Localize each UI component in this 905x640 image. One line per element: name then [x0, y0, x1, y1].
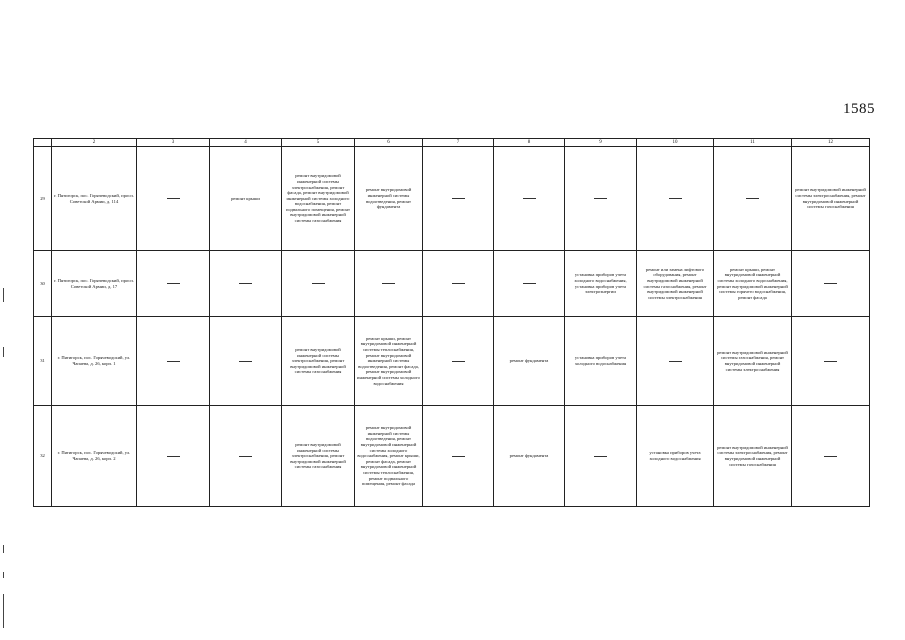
work-type-cell: ремонт внутридомовой инженерной системы электроснабжения, ремонт внутридомовой инженерной системы газоснабжения [792, 147, 870, 251]
dash-mark [452, 198, 465, 199]
table-row [34, 147, 870, 251]
binding-mark [3, 572, 4, 578]
dash-mark [523, 198, 536, 199]
work-type-cell: ремонт крыши, ремонт внутридомовой инженерной системы холодного водоснабжения, ремонт внутридомовой инженерной системы горячего водоснабжения, ремонт фасада [714, 251, 792, 317]
work-type-cell: ремонт внутридомовой инженерной системы электроснабжения, ремонт фасада, ремонт внутридомовой инженерной системы холодного водоснабжения, ремонт подвального помещения, ремонт внутридомовой инженерной системы газоснабжения [282, 147, 355, 251]
work-type-cell: ремонт крыши [210, 147, 282, 251]
column-number: 2 [52, 139, 137, 147]
work-type-cell: ремонт внутридомовой инженерной системы электроснабжения, ремонт внутридомовой инженерной системы газоснабжения [282, 317, 355, 406]
work-type-cell: ремонт внутридомовой инженерной системы электроснабжения, ремонт внутридомовой инженерной системы газоснабжения [282, 406, 355, 507]
row-number: 31 [34, 317, 52, 406]
work-type-cell: ремонт внутридомовой инженерной системы водоотведения, ремонт фундамента [355, 147, 423, 251]
empty-dash-cell [423, 251, 494, 317]
binding-mark [3, 288, 4, 302]
column-number: 9 [565, 139, 637, 147]
work-type-cell: ремонт внутридомовой инженерной системы водоотведения, ремонт внутридомовой инженерной системы холодного водоснабжения, ремонт крыши, ремонт фасада, ремонт внутридомовой инженерной системы теплоснабжения, ремонт подвального помещения, ремонт фасада [355, 406, 423, 507]
address-cell: г. Пятигорск, пос. Горячеводский, просп. Советской Армии, д. 114 [52, 147, 137, 251]
table-row [34, 251, 870, 317]
empty-dash-cell [637, 317, 714, 406]
row-number: 30 [34, 251, 52, 317]
dash-mark [239, 283, 252, 284]
dash-mark [239, 456, 252, 457]
column-number: 3 [137, 139, 210, 147]
dash-mark [523, 283, 536, 284]
dash-mark [452, 283, 465, 284]
dash-mark [594, 198, 607, 199]
dash-mark [594, 456, 607, 457]
row-number: 29 [34, 147, 52, 251]
empty-dash-cell [792, 406, 870, 507]
dash-mark [167, 198, 180, 199]
address-cell: г. Пятигорск, пос. Горячеводский, ул. Чапаева, д. 26, корп. 1 [52, 317, 137, 406]
empty-dash-cell [137, 147, 210, 251]
binding-mark [3, 594, 4, 628]
empty-dash-cell [792, 251, 870, 317]
empty-dash-cell [494, 147, 565, 251]
page-number: 1585 [843, 101, 875, 117]
address-cell: г. Пятигорск, пос. Горячеводский, просп. Советской Армии, д. 17 [52, 251, 137, 317]
column-number [34, 139, 52, 147]
empty-dash-cell [210, 251, 282, 317]
empty-dash-cell [792, 317, 870, 406]
column-number: 6 [355, 139, 423, 147]
column-number: 4 [210, 139, 282, 147]
work-type-cell: ремонт внутридомовой инженерной системы газоснабжения, ремонт внутридомовой инженерной системы электроснабжения [714, 317, 792, 406]
binding-mark [3, 545, 4, 553]
empty-dash-cell [282, 251, 355, 317]
empty-dash-cell [565, 147, 637, 251]
empty-dash-cell [637, 147, 714, 251]
work-type-cell: установка приборов учета холодного водоснабжения [565, 317, 637, 406]
dash-mark [167, 361, 180, 362]
column-number: 5 [282, 139, 355, 147]
work-type-cell: ремонт или замена лифтового оборудования, ремонт внутридомовой инженерной системы газоснабжения, ремонт внутридомовой инженерной системы электроснабжения [637, 251, 714, 317]
work-type-cell: ремонт фундамента [494, 317, 565, 406]
dash-mark [167, 456, 180, 457]
empty-dash-cell [423, 317, 494, 406]
binding-mark [3, 347, 4, 357]
empty-dash-cell [210, 317, 282, 406]
row-number: 32 [34, 406, 52, 507]
dash-mark [452, 456, 465, 457]
dash-mark [239, 361, 252, 362]
empty-dash-cell [423, 147, 494, 251]
work-type-cell: установка приборов учета холодного водоснабжения [637, 406, 714, 507]
empty-dash-cell [714, 147, 792, 251]
work-type-cell: ремонт фундамента [494, 406, 565, 507]
empty-dash-cell [423, 406, 494, 507]
column-number-row [34, 139, 870, 147]
column-number: 7 [423, 139, 494, 147]
address-cell: г. Пятигорск, пос. Горячеводский, ул. Чапаева, д. 26, корп. 2 [52, 406, 137, 507]
dash-mark [452, 361, 465, 362]
empty-dash-cell [565, 406, 637, 507]
work-type-cell: ремонт внутридомовой инженерной системы электроснабжения, ремонт внутридомовой инженерной системы газоснабжения [714, 406, 792, 507]
dash-mark [312, 283, 325, 284]
dash-mark [669, 198, 682, 199]
work-type-cell: установка приборов учета холодного водоснабжения, установка приборов учета электроэнергии [565, 251, 637, 317]
dash-mark [824, 283, 837, 284]
table-row [34, 317, 870, 406]
dash-mark [669, 361, 682, 362]
work-type-cell: ремонт крыши, ремонт внутридомовой инженерной системы теплоснабжения, ремонт внутридомовой инженерной системы водоотведения, ремонт фасада, ремонт внутридомовой инженерной системы холодного водоснабжения [355, 317, 423, 406]
column-number: 11 [714, 139, 792, 147]
dash-mark [382, 283, 395, 284]
dash-mark [824, 361, 837, 362]
table-row [34, 406, 870, 507]
repair-program-table [33, 138, 870, 507]
table-body [34, 147, 870, 507]
empty-dash-cell [210, 406, 282, 507]
empty-dash-cell [494, 251, 565, 317]
dash-mark [167, 283, 180, 284]
empty-dash-cell [137, 406, 210, 507]
empty-dash-cell [137, 251, 210, 317]
column-number: 8 [494, 139, 565, 147]
column-number: 10 [637, 139, 714, 147]
empty-dash-cell [355, 251, 423, 317]
column-number: 12 [792, 139, 870, 147]
empty-dash-cell [137, 317, 210, 406]
dash-mark [746, 198, 759, 199]
dash-mark [824, 456, 837, 457]
